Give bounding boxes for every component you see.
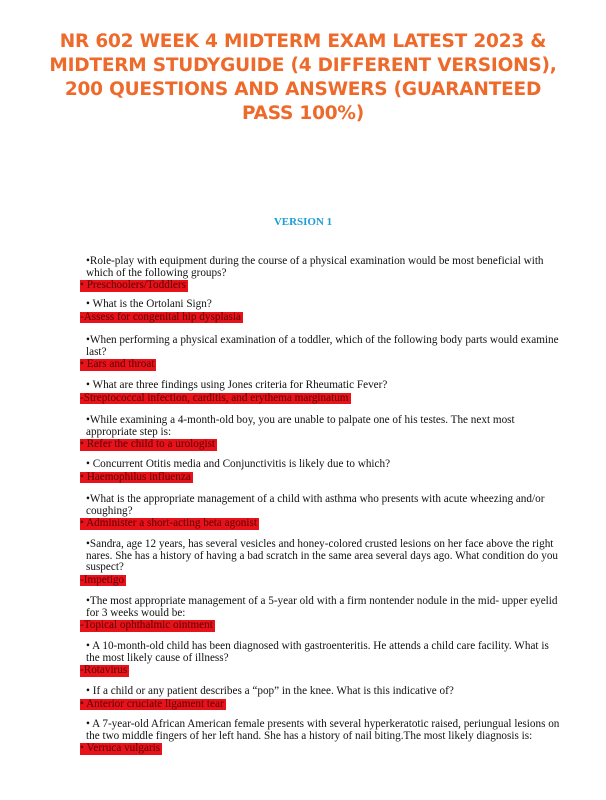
answer-highlight: • Verruca vulgaris (80, 742, 161, 754)
answer-highlight: • Preschoolers/Toddlers (80, 279, 186, 291)
answer-highlight: -Impetigo (80, 573, 125, 586)
answer-highlight: -Rotavirus (80, 664, 128, 676)
answer-highlight: • Haemophilus influenza (80, 470, 191, 483)
question-text: •What is the appropriate management of a child with asthma who presents with acute wheezing and/or coughing? (86, 493, 545, 517)
question-text: •While examining a 4-month-old boy, you are unable to palpate one of his testes. The next most appropriate step is: (86, 414, 515, 438)
question-text: • Concurrent Otitis media and Conjunctivitis is likely due to which? (86, 458, 391, 470)
answer-highlight: • Ears and throat (80, 358, 155, 370)
question-text: • What is the Ortolani Sign? (86, 298, 212, 310)
answer-highlight: • Anterior cruciate ligament tear (80, 697, 224, 710)
answer-highlight: • Administer a short-acting beta agonist (80, 517, 257, 529)
qa-item (80, 415, 560, 451)
qa-item (80, 494, 560, 530)
question-text: • A 10-month-old child has been diagnosed with gastroenteritis. He attends a child care facility. What is the most likely cause of illness? (86, 640, 549, 664)
document-title: NR 602 WEEK 4 MIDTERM EXAM LATEST 2023 & MIDTERM STUDYGUIDE (4 DIFFERENT VERSIONS), 200 QUESTIONS AND ANSWERS (GUARANTEED PASS 100%) (49, 31, 557, 124)
answer-highlight: -Streptococcal infection, carditis, and erythema marginatum (80, 391, 349, 404)
qa-item (80, 299, 560, 323)
question-text: •The most appropriate management of a 5-year old with a firm nontender nodule in the mid- upper eyelid for 3 weeks would be: (86, 595, 558, 619)
qa-item (80, 596, 560, 632)
qa-item (80, 539, 560, 586)
question-text: • What are three findings using Jones criteria for Rheumatic Fever? (86, 379, 388, 391)
qa-item (80, 719, 560, 755)
qa-item (80, 335, 560, 371)
version-heading: VERSION 1 (273, 216, 333, 228)
answer-highlight: -Topical ophthalmic ointment (80, 619, 213, 631)
question-text: •Role-play with equipment during the course of a physical examination would be most beneficial with which of the following groups? (86, 255, 544, 279)
answer-highlight: -Assess for congenital hip dysplasia (80, 310, 241, 323)
qa-item (80, 459, 560, 483)
answer-highlight: • Refer the child to a urologist (80, 438, 216, 450)
qa-item (80, 380, 560, 404)
qa-item (80, 686, 560, 710)
question-text: •Sandra, age 12 years, has several vesicles and honey-colored crusted lesions on her face above the right nares. She has a history of having a bad scratch in the same area several days ago. What condition do you suspect? (86, 538, 559, 573)
qa-item (80, 641, 560, 677)
qa-item (80, 256, 560, 292)
question-text: • If a child or any patient describes a “pop” in the knee. What is this indicative of? (86, 685, 454, 697)
question-text: • A 7-year-old African American female presents with several hyperkeratotic raised, periungual lesions on the two middle fingers of her left hand. She has a history of nail biting.The most likely diagnosis is: (86, 718, 560, 742)
question-text: •When performing a physical examination of a toddler, which of the following body parts would examine last? (86, 334, 559, 358)
